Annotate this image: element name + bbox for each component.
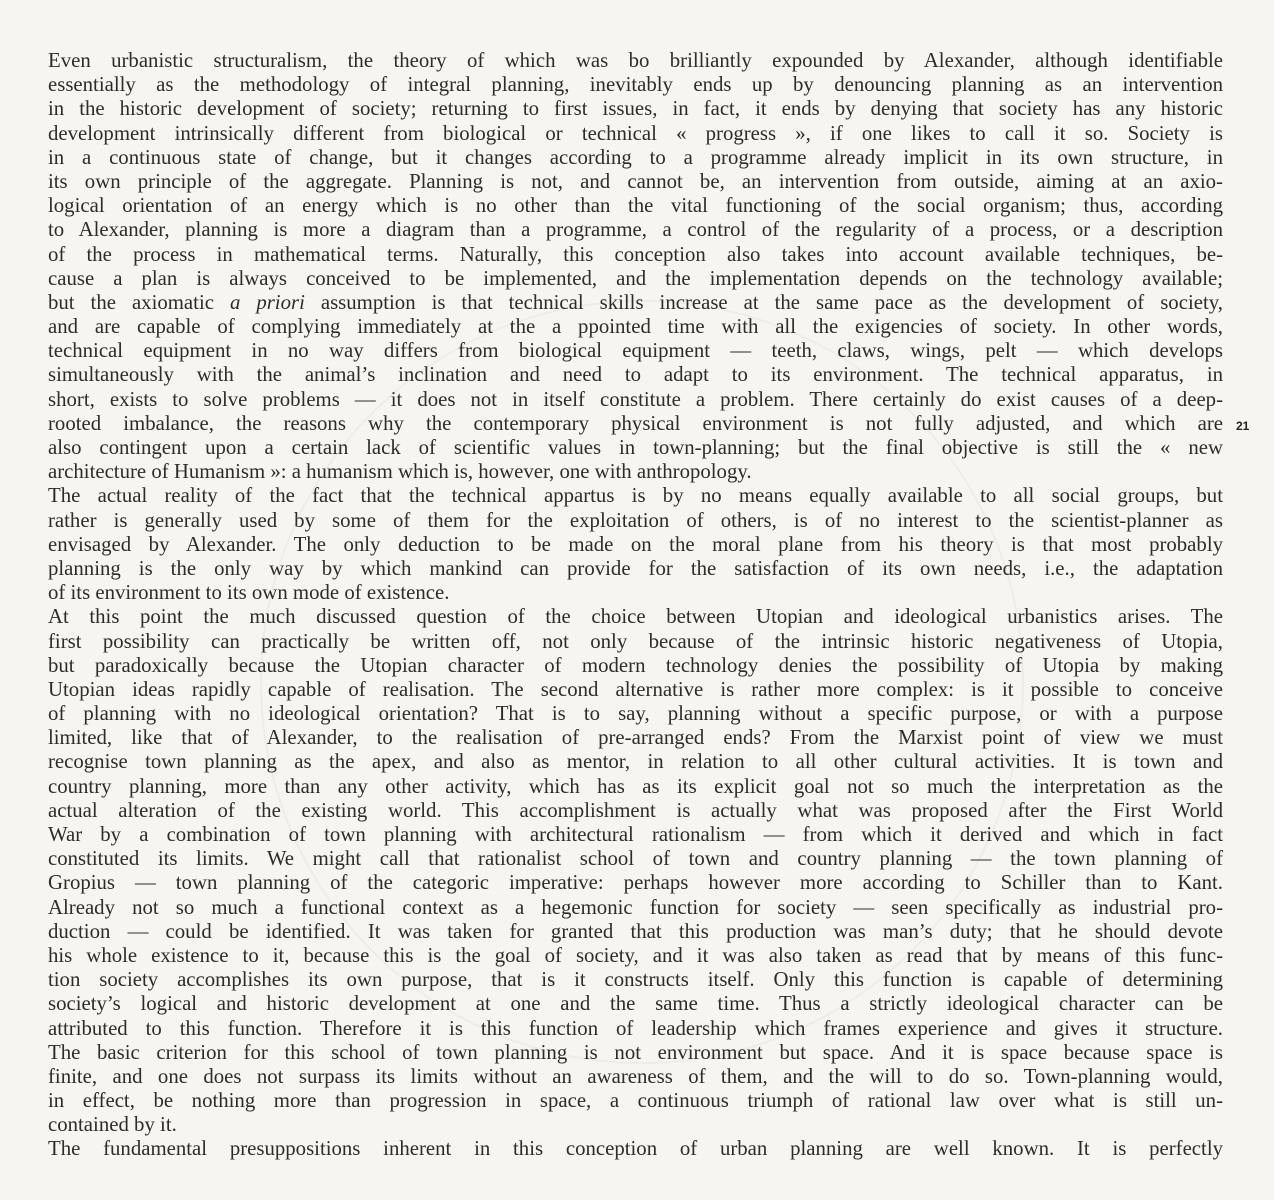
text-line: in the historic development of society; returning to first issues, in fact, it ends by denying that society has any historic xyxy=(48,97,1223,121)
text-line: cause a plan is always conceived to be implemented, and the implementation depends on the technology available; xyxy=(48,266,1223,290)
text-line: its own principle of the aggregate. Planning is not, and cannot be, an intervention from outside, aiming at an axio- xyxy=(48,169,1223,193)
text-line: Gropius — town planning of the categoric imperative: perhaps however more according to Schiller than to Kant. xyxy=(48,871,1223,895)
text-line: first possibility can practically be written off, not only because of the intrinsic historic negativeness of Utopia, xyxy=(48,629,1223,653)
text-line: to Alexander, planning is more a diagram than a programme, a control of the regularity of a process, or a description xyxy=(48,218,1223,242)
text-line: development intrinsically different from biological or technical « progress », if one likes to call it so. Society is xyxy=(48,121,1223,145)
text-line: planning is the only way by which mankind can provide for the satisfaction of its own needs, i.e., the adaptation xyxy=(48,556,1223,580)
text-line: The actual reality of the fact that the technical appartus is by no means equally available to all social groups, but xyxy=(48,484,1223,508)
text-line: recognise town planning as the apex, and also as mentor, in relation to all other cultural activities. It is town and xyxy=(48,750,1223,774)
text-line: technical equipment in no way differs from biological equipment — teeth, claws, wings, pelt — which develops xyxy=(48,339,1223,363)
text-line: in effect, be nothing more than progression in space, a continuous triumph of rational law over what is still un- xyxy=(48,1089,1223,1113)
text-line: his whole existence to it, because this is the goal of society, and it was also taken as read that by means of this func- xyxy=(48,943,1223,967)
text-line: simultaneously with the animal’s inclination and need to adapt to its environment. The technical apparatus, in xyxy=(48,363,1223,387)
text-line: architecture of Humanism »: a humanism which is, however, one with anthropology. xyxy=(48,460,752,484)
text-line: essentially as the methodology of integral planning, inevitably ends up by denouncing planning as an intervention xyxy=(48,73,1223,97)
text-line: The fundamental presuppositions inherent in this conception of urban planning are well known. It is perfectly xyxy=(48,1137,1223,1161)
text-line: of its environment to its own mode of existence. xyxy=(48,581,450,605)
text-line: At this point the much discussed question of the choice between Utopian and ideological urbanistics arises. The xyxy=(48,605,1223,629)
text-line: and are capable of complying immediately at the a ppointed time with all the exigencies of society. In other words, xyxy=(48,315,1223,339)
text-line: envisaged by Alexander. The only deduction to be made on the moral plane from his theory is that most probably xyxy=(48,532,1223,556)
text-line: short, exists to solve problems — it does not in itself constitute a problem. There certainly do exist causes of a deep- xyxy=(48,387,1223,411)
text-line: rather is generally used by some of them for the exploitation of others, is of no interest to the scientist-planner as xyxy=(48,508,1223,532)
text-line: society’s logical and historic development at one and the same time. Thus a strictly ideological character can be xyxy=(48,992,1223,1016)
text-line: actual alteration of the existing world. This accomplishment is actually what was proposed after the First World xyxy=(48,798,1223,822)
text-line: in a continuous state of change, but it changes according to a programme already implicit in its own structure, in xyxy=(48,145,1223,169)
text-line: rooted imbalance, the reasons why the contemporary physical environment is not fully adjusted, and which are xyxy=(48,411,1223,435)
text-line: finite, and one does not surpass its limits without an awareness of them, and the will to do so. Town-planning would, xyxy=(48,1064,1223,1088)
text-line: but the axiomatic a priori assumption is that technical skills increase at the same pace as the development of society, xyxy=(48,290,1223,314)
text-line: tion society accomplishes its own purpose, that is it constructs itself. Only this function is capable of determining xyxy=(48,968,1223,992)
text-line: constituted its limits. We might call that rationalist school of town and country planning — the town planning of xyxy=(48,847,1223,871)
text-line: of the process in mathematical terms. Naturally, this conception also takes into account available techniques, be- xyxy=(48,242,1223,266)
text-line: War by a combination of town planning with architectural rationalism — from which it derived and which in fact xyxy=(48,823,1223,846)
text-line: also contingent upon a certain lack of scientific values in town-planning; but the final objective is still the « new xyxy=(48,436,1223,459)
text-line: Already not so much a functional context as a hegemonic function for society — seen specifically as industrial pro- xyxy=(48,895,1223,919)
text-line: Utopian ideas rapidly capable of realisation. The second alternative is rather more complex: is it possible to conceive xyxy=(48,677,1223,701)
text-line: but paradoxically because the Utopian character of modern technology denies the possibility of Utopia by making xyxy=(48,653,1223,677)
text-line: Even urbanistic structuralism, the theory of which was bo brilliantly expounded by Alexander, although identifiable xyxy=(48,49,1223,72)
body-text xyxy=(48,49,1223,1162)
page-number: 21 xyxy=(1236,419,1250,433)
text-line: of planning with no ideological orientation? That is to say, planning without a specific purpose, or with a purpose xyxy=(48,702,1223,726)
text-line: duction — could be identified. It was taken for granted that this production was man’s duty; that he should devote xyxy=(48,919,1223,943)
text-line: limited, like that of Alexander, to the realisation of pre-arranged ends? From the Marxist point of view we must xyxy=(48,726,1223,750)
text-line: country planning, more than any other activity, which has as its explicit goal not so much the interpretation as the xyxy=(48,774,1223,798)
text-line: contained by it. xyxy=(48,1113,177,1137)
text-line: attributed to this function. Therefore it is this function of leadership which frames experience and gives it structure. xyxy=(48,1016,1223,1040)
text-line: The basic criterion for this school of town planning is not environment but space. And it is space because space is xyxy=(48,1040,1223,1064)
text-line: logical orientation of an energy which is no other than the vital functioning of the social organism; thus, according xyxy=(48,194,1223,218)
